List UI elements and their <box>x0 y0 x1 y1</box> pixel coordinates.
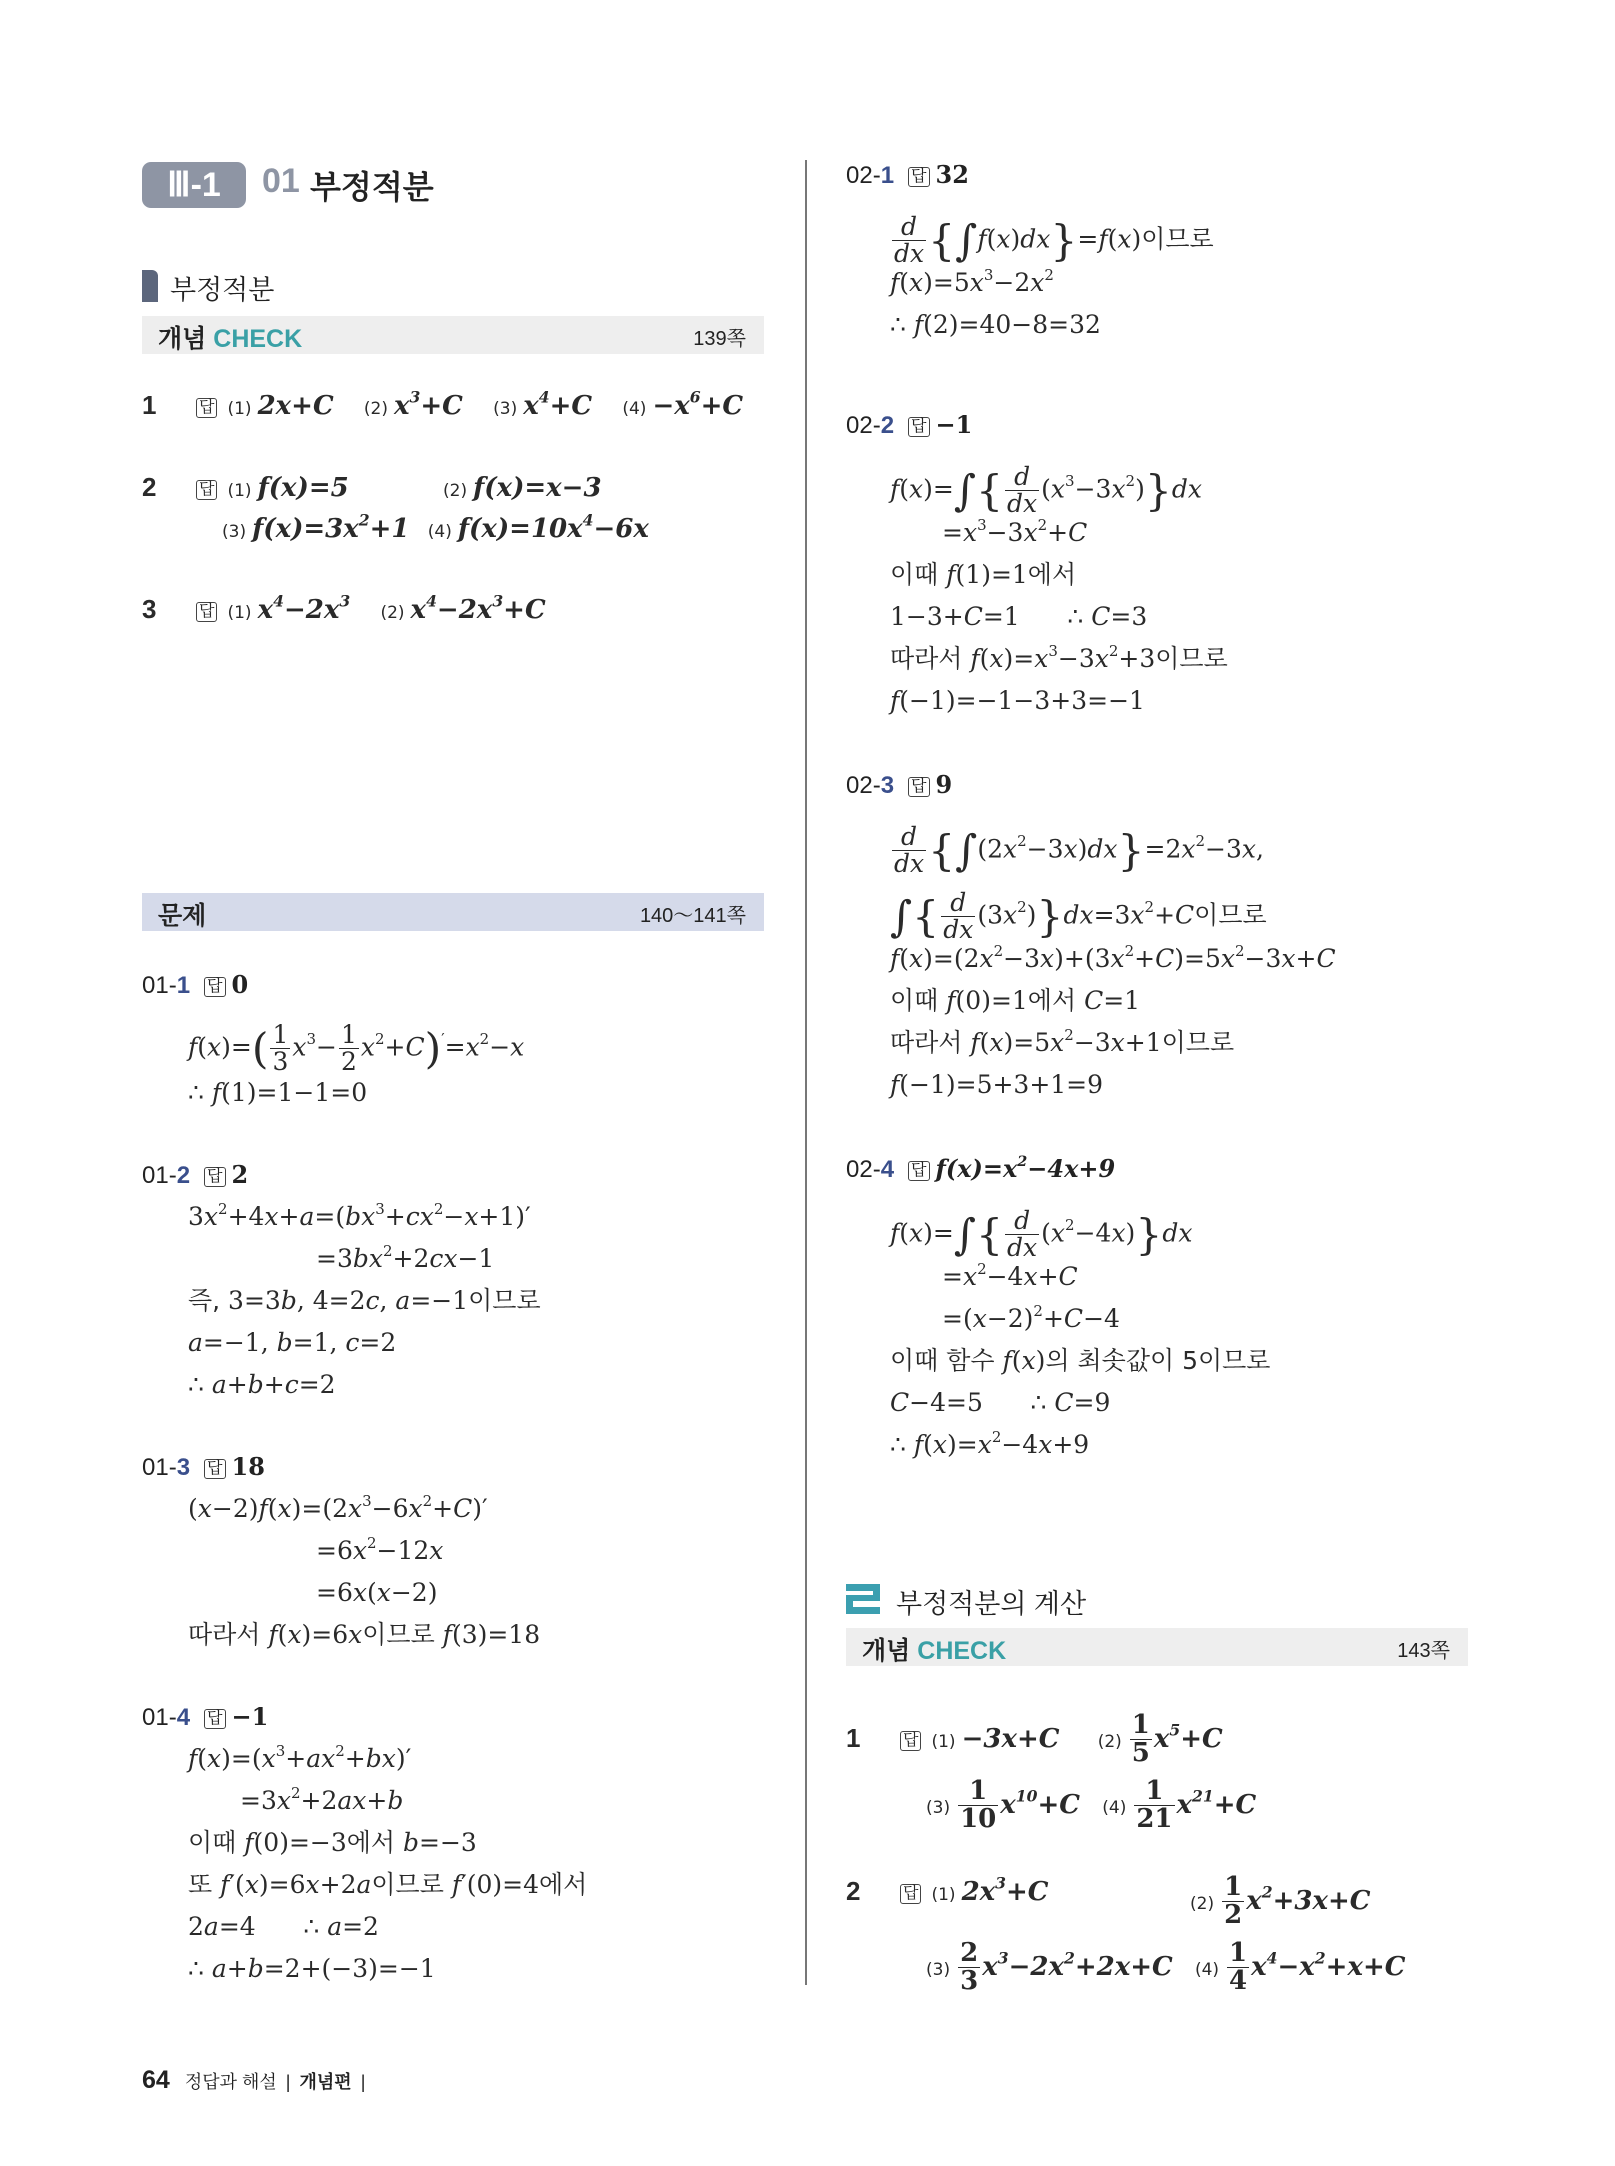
sol-02-1-line-2: $f(x)=5x^3-2x^2$ <box>890 265 1054 297</box>
sol-02-2-line-3: 이때 f(1)=1에서 <box>890 560 1077 589</box>
sol-01-3-line-3: =6x(x−2) <box>316 1578 438 1607</box>
sol-01-4-line-2: $=3x^2+2ax+b$ <box>240 1783 404 1815</box>
problem-01-4-label: 01-4 답 −1 <box>142 1702 269 1731</box>
sol-02-3-line-1: $\frac{d}{dx}$ $\{\int(2x^2-3x)dx\}=2x^2-3x$, <box>894 822 1264 879</box>
subsection-2-title: 부정적분의 계산 <box>896 1589 1087 1619</box>
sol-02-4-line-3: $=(x-2)^2+C-4$ <box>942 1301 1120 1333</box>
sol-02-3-line-4: 이때 f(0)=1에서 C=1 <box>890 986 1141 1015</box>
check2-item-1-row2: (3) $\frac{1}{10}$ $x^{10}+C$ (4) $\frac{1}{21}$ $x^{21}+C$ <box>926 1776 1257 1835</box>
sol-01-2-line-3: 즉, 3=3b, 4=2c, a=−1이므로 <box>188 1286 541 1315</box>
sol-02-4-line-1: f(x)=∫{ $\frac{d}{dx}$ $(x^2-4x)\}dx$ <box>890 1206 1193 1263</box>
page-number: 64 <box>142 2066 170 2094</box>
sol-02-2-line-4: 1−3+C=1 ∴ C=3 <box>890 602 1148 631</box>
subsection-2-icon <box>846 1584 880 1614</box>
check2-item-2-col2: (2) $\frac{1}{2}$ $x^2+3x+C$ <box>1190 1872 1371 1931</box>
check-item-1: 1 답 (1) 2x+C (2) $x^3+C$ (3) $x^4+C$ $(4) -x^6+C$ <box>142 387 744 421</box>
check2-item-2-row2: (3) $\frac{2}{3}$ $x^3-2x^2+2x+C$ (4) $\frac{1}{4}$ $x^4-x^2+x+C$ <box>926 1938 1406 1997</box>
sol-01-1-line-2: ∴ f(1)=1−1=0 <box>188 1078 368 1107</box>
concept-check-bar-1: 개념 CHECK 139쪽 <box>142 316 764 354</box>
sol-01-4-line-1: $f(x)=(x^3+ax^2+bx)'$ <box>188 1741 412 1773</box>
sol-01-4-line-6: ∴ a+b=2+(−3)=−1 <box>188 1954 436 1983</box>
problem-01-3-label: 01-3 답 18 <box>142 1452 265 1481</box>
sol-01-4-line-4: 또 f′(x)=6x+2a이므로 f′(0)=4에서 <box>188 1870 588 1899</box>
sol-02-4-line-5: C−4=5 ∴ C=9 <box>890 1388 1111 1417</box>
check-item-2-row2: (3) $f(x)=3x^2+1$ (4) $f(x)=10x^4-6x$ <box>222 510 649 544</box>
sol-02-3-line-6: f(−1)=5+3+1=9 <box>890 1070 1104 1099</box>
check-item-3: 3 답 (1) $x^4-2x^3$ (2) $x^4-2x^3+C$ <box>142 591 546 625</box>
footer: 64 정답과 해설 | 개념편 | <box>142 2066 366 2094</box>
sol-02-4-line-4: 이때 함수 f(x)의 최솟값이 5이므로 <box>890 1346 1271 1375</box>
sol-01-3-line-4: 따라서 f(x)=6x이므로 f(3)=18 <box>188 1620 541 1649</box>
sol-02-2-line-6: f(−1)=−1−3+3=−1 <box>890 686 1145 715</box>
sol-02-2-line-1: f(x)=∫{ $\frac{d}{dx}$ $(x^3-3x^2)\}dx$ <box>890 462 1203 519</box>
check-item-2: 2 답 (1) f(x)=5 (2) f(x)=x−3 <box>142 472 602 503</box>
check2-item-1: 1 답 (1) −3x+C (2) $\frac{1}{5}$ $x^5+C$ <box>846 1710 1223 1769</box>
chapter-badge: Ⅲ-1 <box>142 162 246 208</box>
problem-bar: 문제 140～141쪽 <box>142 893 764 931</box>
sol-02-3-line-5: 따라서 $f(x)=5x^2-3x+1$이므로 <box>890 1025 1235 1057</box>
sol-02-1-line-1: $\frac{d}{dx}$ {∫f(x)dx}=f(x)이므로 <box>894 212 1214 269</box>
sol-01-4-line-5: 2a=4 ∴ a=2 <box>188 1912 379 1941</box>
problem-01-1-label: 01-1 답 0 <box>142 970 249 999</box>
sol-01-3-line-2: $=6x^2-12x$ <box>316 1533 444 1565</box>
sol-02-2-line-5: 따라서 $f(x)=x^3-3x^2+3$이므로 <box>890 641 1228 673</box>
problem-02-3-label: 02-3 답 9 <box>846 770 953 799</box>
subsection-1-title: 부정적분 <box>170 275 275 305</box>
sol-01-2-line-2: $=3bx^2+2cx-1$ <box>316 1241 495 1273</box>
sol-02-4-line-2: $=x^2-4x+C$ <box>942 1259 1078 1291</box>
problem-02-2-label: 02-2 답 −1 <box>846 410 973 439</box>
sol-01-1-line-1: f(x)=( $\frac{1}{3}$ $x^3-$ $\frac{1}{2}$ $x^2+C)'=x^2-x$ <box>188 1020 525 1077</box>
sol-02-1-line-3: ∴ f(2)=40−8=32 <box>890 310 1101 339</box>
column-divider <box>805 160 807 1985</box>
sol-01-2-line-5: ∴ a+b+c=2 <box>188 1370 336 1399</box>
section-number: 01 <box>262 162 300 200</box>
sol-01-4-line-3: 이때 f(0)=−3에서 b=−3 <box>188 1828 477 1857</box>
section-title: 부정적분 <box>310 169 434 205</box>
sol-01-3-line-1: $(x-2)f(x)=(2x^3-6x^2+C)'$ <box>188 1491 488 1523</box>
problem-02-4-label: 02-4 답 $f(x)=x^2-4x+9$ <box>846 1153 1116 1183</box>
sol-01-2-line-1: $3x^2+4x+a=(bx^3+cx^2-x+1)'$ <box>188 1199 531 1231</box>
subsection-1-icon <box>142 270 158 302</box>
sol-02-4-line-6: ∴ $f(x)=x^2-4x+9$ <box>890 1427 1090 1459</box>
sol-02-2-line-2: $=x^3-3x^2+C$ <box>942 515 1088 547</box>
concept-check-bar-2: 개념 CHECK 143쪽 <box>846 1628 1468 1666</box>
sol-02-3-line-2: ∫{ $\frac{d}{dx}$ $(3x^2)\}dx=3x^2+C$이므로 <box>890 888 1267 945</box>
check2-item-2: 2 답 (1) $2x^3+C$ <box>846 1873 1049 1907</box>
problem-02-1-label: 02-1 답 32 <box>846 160 969 189</box>
sol-02-3-line-3: $f(x)=(2x^2-3x)+(3x^2+C)=5x^2-3x+C$ <box>890 941 1336 973</box>
sol-01-2-line-4: a=−1, b=1, c=2 <box>188 1328 397 1357</box>
problem-01-2-label: 01-2 답 2 <box>142 1160 249 1189</box>
